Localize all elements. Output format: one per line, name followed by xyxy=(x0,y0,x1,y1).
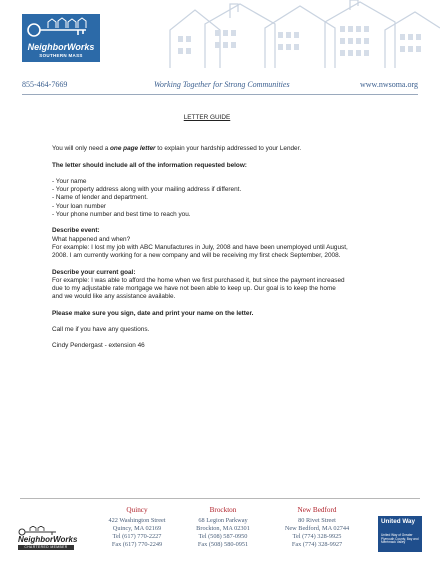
intro-text-end: to explain your hardship addressed to your Lender. xyxy=(155,145,302,153)
logo-wordmark: NeighborWorks xyxy=(27,42,95,52)
united-way-logo xyxy=(378,516,422,552)
contact-divider xyxy=(22,94,418,95)
requirements-heading: The letter should include all of the information requested below: xyxy=(52,161,247,169)
office-fax: Fax (508) 580-0951 xyxy=(197,541,249,549)
united-way-name: United Way xyxy=(381,518,416,525)
intro-emphasis: one page letter xyxy=(110,145,156,153)
logo-subtitle: SOUTHERN MASS xyxy=(39,53,83,58)
office-tel: Tel (617) 770-2227 xyxy=(112,533,162,541)
event-example-line: For example: I lost my job with ABC Manufactures in July, 2008 and have been unemployed until August, xyxy=(52,243,348,251)
nw-wordmark: NeighborWorks xyxy=(18,535,78,544)
office-street: 80 Rivet Street xyxy=(298,517,336,525)
requirement-item: - Name of lender and department. xyxy=(52,194,148,202)
letter-title: LETTER GUIDE xyxy=(183,114,231,121)
intro-text: You will only need a xyxy=(52,145,111,153)
neighborworks-logo xyxy=(22,14,100,62)
office-brockton xyxy=(178,506,268,549)
office-city: New Bedford xyxy=(297,506,337,514)
event-example-line: 2008. I am currently working for a new company and will be receiving my first check September, 2008. xyxy=(52,252,341,260)
requirement-item: - Your loan number xyxy=(52,202,107,210)
contact-bar xyxy=(22,76,418,96)
phone-number: 855-464-7669 xyxy=(22,80,68,89)
office-street: 422 Washington Street xyxy=(108,517,166,525)
key-houses-icon xyxy=(22,14,100,42)
letter-body xyxy=(52,114,392,351)
sign-note: Please make sure you sign, date and print your name on the letter. xyxy=(52,309,254,317)
requirement-item: - Your phone number and best time to reach you. xyxy=(52,211,191,219)
neighborworks-chartered-logo xyxy=(16,526,76,550)
office-citystate: Quincy, MA 02169 xyxy=(112,525,162,533)
office-street: 68 Legion Parkway xyxy=(198,517,248,525)
goal-example-line: due to my adjustable rate mortgage we have not been able to keep up. Our goal is to keep the home xyxy=(52,285,336,293)
nw-badge: CHARTERED MEMBER xyxy=(18,545,74,550)
tagline: Working Together for Strong Communities xyxy=(154,80,290,89)
office-citystate: Brockton, MA 02301 xyxy=(196,525,250,533)
office-city: Brockton xyxy=(209,506,237,514)
requirement-item: - Your property address along with your mailing address if different. xyxy=(52,186,242,194)
letterhead-banner xyxy=(0,0,440,68)
call-note: Call me if you have any questions. xyxy=(52,326,150,334)
office-quincy xyxy=(92,506,182,549)
office-tel: Tel (774) 328-9925 xyxy=(292,533,342,541)
contact-person: Cindy Pendergast - extension 46 xyxy=(52,342,145,350)
office-citystate: New Bedford, MA 02744 xyxy=(284,525,350,533)
event-heading: Describe event: xyxy=(52,227,100,235)
office-city: Quincy xyxy=(126,506,148,514)
goal-example-line: For example: I was able to afford the home when we first purchased it, but since the payment increased xyxy=(52,276,345,284)
requirement-item: - Your name xyxy=(52,177,87,185)
goal-heading: Describe your current goal: xyxy=(52,268,136,276)
office-fax: Fax (617) 770-2249 xyxy=(111,541,163,549)
office-fax: Fax (774) 328-9927 xyxy=(291,541,343,549)
event-question: What happened and when? xyxy=(52,235,131,243)
office-new-bedford xyxy=(272,506,362,549)
website-link[interactable]: www.nwsoma.org xyxy=(360,80,418,89)
united-way-subtitle: United Way of Greater Plymouth County, Bay and Merrimack Valley xyxy=(381,533,419,545)
intro-paragraph xyxy=(52,145,392,153)
office-tel: Tel (508) 587-0950 xyxy=(198,533,248,541)
goal-example-line: and we would like any assistance available. xyxy=(52,293,176,301)
footer-divider xyxy=(20,498,420,499)
